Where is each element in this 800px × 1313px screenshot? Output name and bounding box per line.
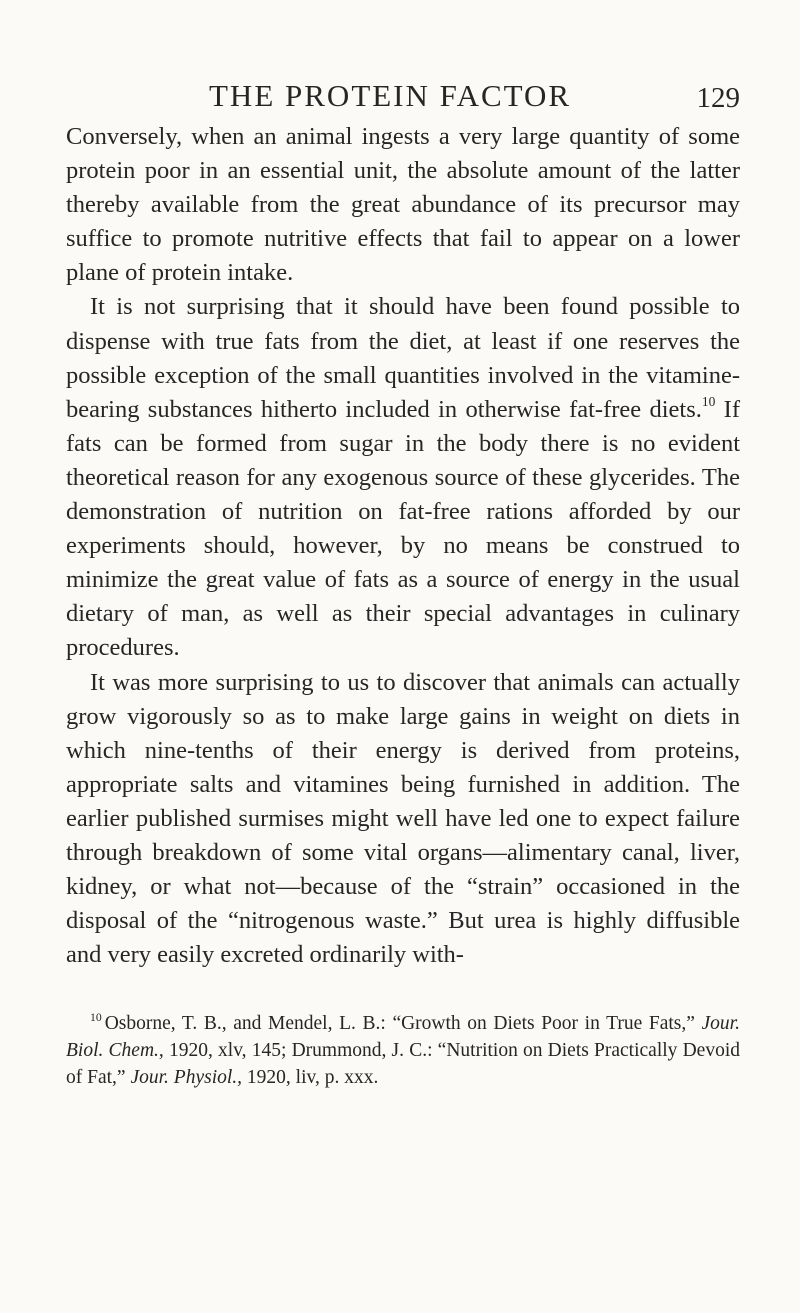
footnote-number: 10 [90,1010,102,1024]
footnotes [66,1010,740,1091]
paragraph-2-text-b: If fats can be formed from sugar in the body there is no evident theoretical reason for any exogenous source of these glycerides. The demonstration of nutrition on fat-free rations afforded by our experiments should, however, by no means be construed to minimize the great value of fats as a source of energy in the usual dietary of man, as well as their special advantages in culinary procedures. [66,395,740,662]
footnote-text-a: Osborne, T. B., and Mendel, L. B.: “Growth on Diets Poor in True Fats,” [104,1013,702,1034]
footnote-reference: 10 [701,393,716,409]
footnote-journal-1: Jour. Biol. Chem., [66,1013,740,1061]
footnote-10 [66,1010,740,1091]
paragraph-3: It was more surprising to us to discover that animals can actually grow vigorously so as to make large gains in weight on diets in which nine-tenths of their energy is derived from proteins, appropriate salts and vitamines being furnished in addition. The earlier published surmises might well have led one to expect failure through breakdown of some vital organs—alimentary canal, liver, kidney, or what not—because of the “strain” occasioned in the disposal of the “nitrogenous waste.” But urea is highly diffusible and very easily excreted ordinarily with- [66,668,740,969]
paragraph-2 [66,290,740,665]
page-number: 129 [696,82,740,114]
footnote-text-c: 1920, liv, p. xxx. [242,1067,379,1088]
footnote-journal-2: Jour. Physiol., [130,1067,243,1088]
running-head [66,76,740,116]
footnote-text-b: 1920, xlv, 145; Drummond, J. C.: “Nutrition on Diets Practically Devoid of Fat,” [66,1040,740,1088]
running-title: THE PROTEIN FACTOR [209,78,572,113]
paragraph-1: Conversely, when an animal ingests a very large quantity of some protein poor in an essential unit, the absolute amount of the latter thereby available from the great abundance of its precursor may suffice to promote nutritive effects that fail to appear on a lower plane of protein intake. [66,123,740,287]
body-text [66,120,740,972]
paragraph-2-text-a: It is not surprising that it should have been found possible to dispense with true fats from the diet, at least if one reserves the possible exception of the small quantities involved in the vitamine-bearing substances hitherto included in otherwise fat-free diets. [66,293,740,423]
